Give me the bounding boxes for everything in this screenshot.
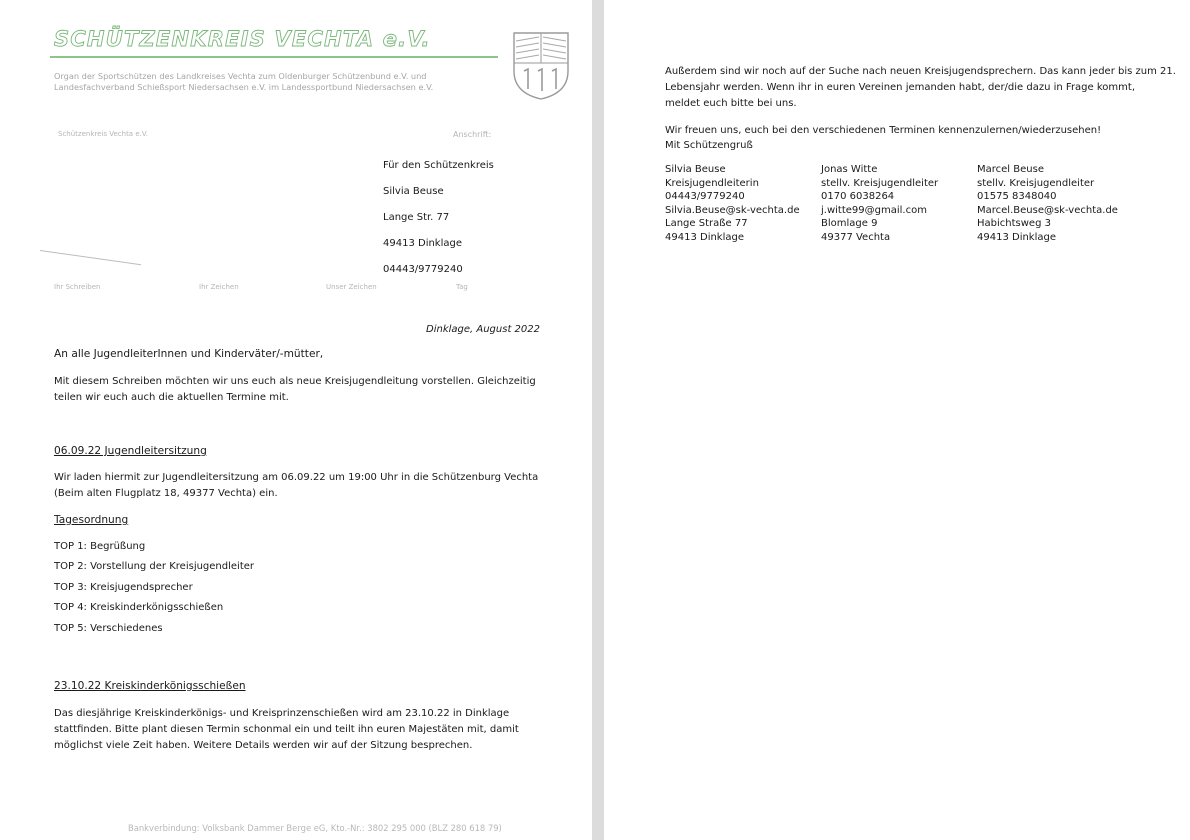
signatory-block: [665, 163, 800, 245]
crest-logo-icon: [512, 31, 570, 101]
signatory-name: Jonas Witte: [821, 164, 878, 175]
anschrift-label: Anschrift:: [453, 130, 492, 139]
org-subtitle-line2: Landesfachverband Schießsport Niedersachsen e.V. im Landessportbund Niedersachsen e.V.: [54, 82, 434, 92]
letter-date: Dinklage, August 2022: [426, 324, 540, 335]
ref-ihr-schreiben: Ihr Schreiben: [54, 283, 101, 291]
scan-artifact-line: [40, 250, 141, 265]
p2-para1-line-3: meldet euch bitte bei uns.: [665, 98, 797, 109]
p2-para1-line-1: Außerdem sind wir noch auf der Suche nach neuen Kreisjugendsprechern. Das kann jeder bis zum 21.: [665, 66, 1176, 77]
section1-line-2: (Beim alten Flugplatz 18, 49377 Vechta) ein.: [54, 488, 278, 499]
salutation: An alle JugendleiterInnen und Kinderväter/-mütter,: [54, 348, 324, 360]
section2-line-2: stattfinden. Bitte plant diesen Termin schonmal ein und teilt ihn euren Majestäten mit, damit: [54, 724, 519, 735]
agenda-item: TOP 4: Kreiskinderkönigsschießen: [54, 602, 224, 613]
signatory-city: 49413 Dinklage: [977, 231, 1057, 243]
header-rule: [50, 56, 498, 58]
signatory-name: Marcel Beuse: [977, 164, 1044, 175]
signatory-email: Silvia.Beuse@sk-vechta.de: [665, 204, 800, 216]
agenda-item: TOP 3: Kreisjugendsprecher: [54, 582, 193, 593]
ref-unser-zeichen: Unser Zeichen: [326, 283, 377, 291]
signatory-phone: 0170 6038264: [821, 191, 895, 203]
intro-line-1: Mit diesem Schreiben möchten wir uns euch als neue Kreisjugendleitung vorstellen. Gleichzeitig: [54, 376, 536, 387]
letter-page-1: [0, 0, 592, 840]
agenda-item: TOP 5: Verschiedenes: [54, 623, 163, 634]
signatory-email: j.witte99@gmail.com: [821, 204, 927, 216]
signatory-role: Kreisjugendleiterin: [665, 177, 759, 189]
address-line-2: Silvia Beuse: [383, 186, 444, 197]
address-line-3: Lange Str. 77: [383, 212, 450, 223]
section2-heading: 23.10.22 Kreiskinderkönigsschießen: [54, 680, 246, 692]
signatory-street: Habichtsweg 3: [977, 218, 1051, 230]
address-line-5: 04443/9779240: [383, 264, 463, 275]
footer-bank: Bankverbindung: Volksbank Dammer Berge eG, Kto.-Nr.: 3802 295 000 (BLZ 280 618 79): [128, 823, 502, 833]
address-line-1: Für den Schützenkreis: [383, 160, 494, 171]
signatory-role: stellv. Kreisjugendleiter: [977, 177, 1095, 189]
section2-line-3: möglichst viele Zeit haben. Weitere Details werden wir auf der Sitzung besprechen.: [54, 740, 473, 751]
signatory-city: 49413 Dinklage: [665, 231, 745, 243]
signatory-phone: 04443/9779240: [665, 191, 745, 203]
sender-line: Schützenkreis Vechta e.V.: [58, 130, 148, 138]
intro-line-2: teilen wir euch auch die aktuellen Termine mit.: [54, 392, 289, 403]
ref-tag: Tag: [456, 283, 468, 291]
signatory-street: Blomlage 9: [821, 218, 878, 230]
org-subtitle-line1: Organ der Sportschützen des Landkreises Vechta zum Oldenburger Schützenbund e.V. und: [54, 71, 427, 81]
signatory-street: Lange Straße 77: [665, 218, 748, 230]
section1-line-1: Wir laden hiermit zur Jugendleitersitzung am 06.09.22 um 19:00 Uhr in die Schützenburg Vechta: [54, 472, 539, 483]
p2-para2: Wir freuen uns, euch bei den verschiedenen Terminen kennenzulernen/wiederzusehen!: [665, 125, 1102, 136]
signatory-block: [821, 163, 938, 245]
signatory-name: Silvia Beuse: [665, 164, 726, 175]
signatory-email: Marcel.Beuse@sk-vechta.de: [977, 204, 1118, 216]
signatory-block: [977, 163, 1118, 245]
signatory-phone: 01575 8348040: [977, 191, 1057, 203]
p2-para1-line-2: Lebensjahr werden. Wenn ihr in euren Vereinen jemanden habt, der/die dazu in Frage kommt,: [665, 82, 1135, 93]
section1-heading: 06.09.22 Jugendleitersitzung: [54, 445, 207, 457]
section2-line-1: Das diesjährige Kreiskinderkönigs- und Kreisprinzenschießen wird am 23.10.22 in Dinklage: [54, 708, 510, 719]
address-line-4: 49413 Dinklage: [383, 238, 463, 249]
ref-ihr-zeichen: Ihr Zeichen: [199, 283, 239, 291]
org-title: SCHÜTZENKREIS VECHTA e.V.: [54, 27, 431, 51]
signatory-role: stellv. Kreisjugendleiter: [821, 177, 939, 189]
signatory-city: 49377 Vechta: [821, 231, 891, 243]
agenda-item: TOP 1: Begrüßung: [54, 541, 146, 552]
closing: Mit Schützengruß: [665, 140, 753, 151]
agenda-item: TOP 2: Vorstellung der Kreisjugendleiter: [54, 561, 255, 572]
agenda-heading: Tagesordnung: [54, 514, 129, 526]
letter-page-2: [604, 0, 1190, 840]
